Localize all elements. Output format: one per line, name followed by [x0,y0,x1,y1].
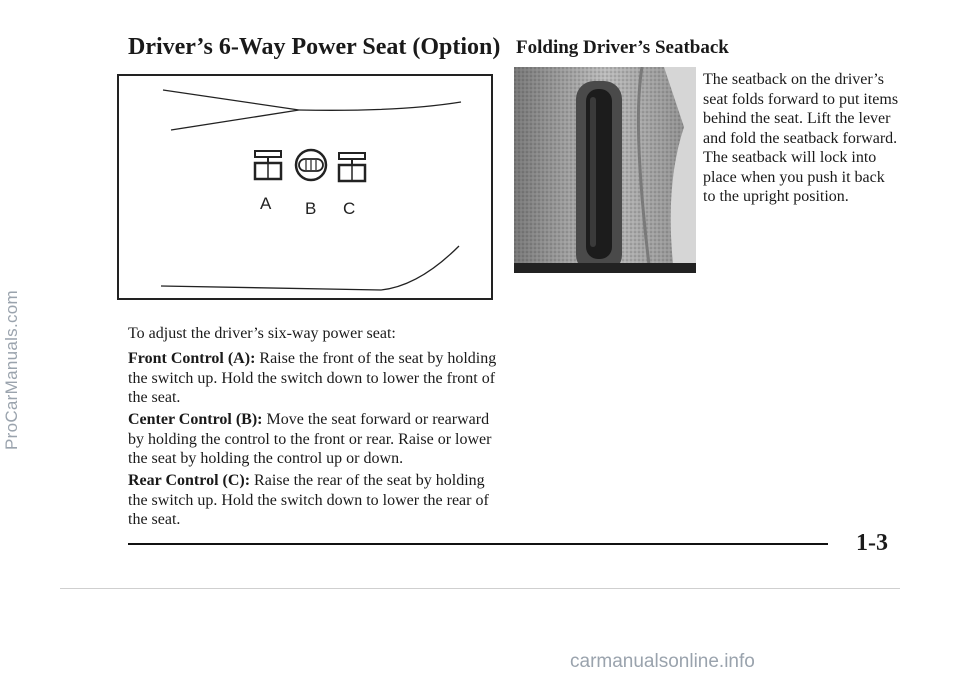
front-control-label: Front Control (A): [128,350,256,367]
diagram-label-b: B [305,199,317,218]
rear-control-switch-icon [339,153,365,181]
seatback-lever-photo [514,67,696,273]
center-control-text: Move the seat forward or rearward by holding the control to the front or rear. Raise or lower the seat by holding the control up or down. [128,411,492,467]
seat-outline-top [163,90,299,130]
diagram-label-c: C [343,199,356,218]
rear-control-label: Rear Control (C): [128,472,251,489]
seatback-lever-image [514,67,696,273]
power-seat-diagram [117,74,493,300]
power-seat-intro: To adjust the driver’s six-way power seat: [128,325,396,342]
seat-outline-top-right [299,102,461,110]
bottom-rule [60,588,900,589]
footer-rule [128,543,828,545]
seatback-description: The seatback on the driver’s seat folds forward to put items behind the seat. Lift the lever and fold the seatback forward. The seatback will lock into place when you push it back to the upright position. [703,71,899,205]
seat-outline-bottom [161,246,459,290]
rear-control-text: Raise the rear of the seat by holding the switch up. Hold the switch down to lower the rear of the seat. [128,472,489,528]
rear-control-paragraph [128,471,504,530]
seatback-heading: Folding Driver’s Seatback [516,37,729,58]
power-seat-heading: Driver’s 6-Way Power Seat (Option) [128,34,501,60]
page-number: 1-3 [856,530,888,556]
front-control-switch-icon [255,151,281,179]
bottom-watermark: carmanualsonline.info [570,651,755,672]
side-watermark: ProCarManuals.com [2,289,21,451]
front-control-text: Raise the front of the seat by holding the switch up. Hold the switch down to lower the front of the seat. [128,350,497,406]
seat-controls-illustration [119,76,491,298]
front-control-paragraph [128,349,504,408]
diagram-label-a: A [260,194,272,213]
center-control-label: Center Control (B): [128,411,263,428]
center-control-knob-icon [296,150,326,180]
center-control-paragraph [128,410,504,469]
